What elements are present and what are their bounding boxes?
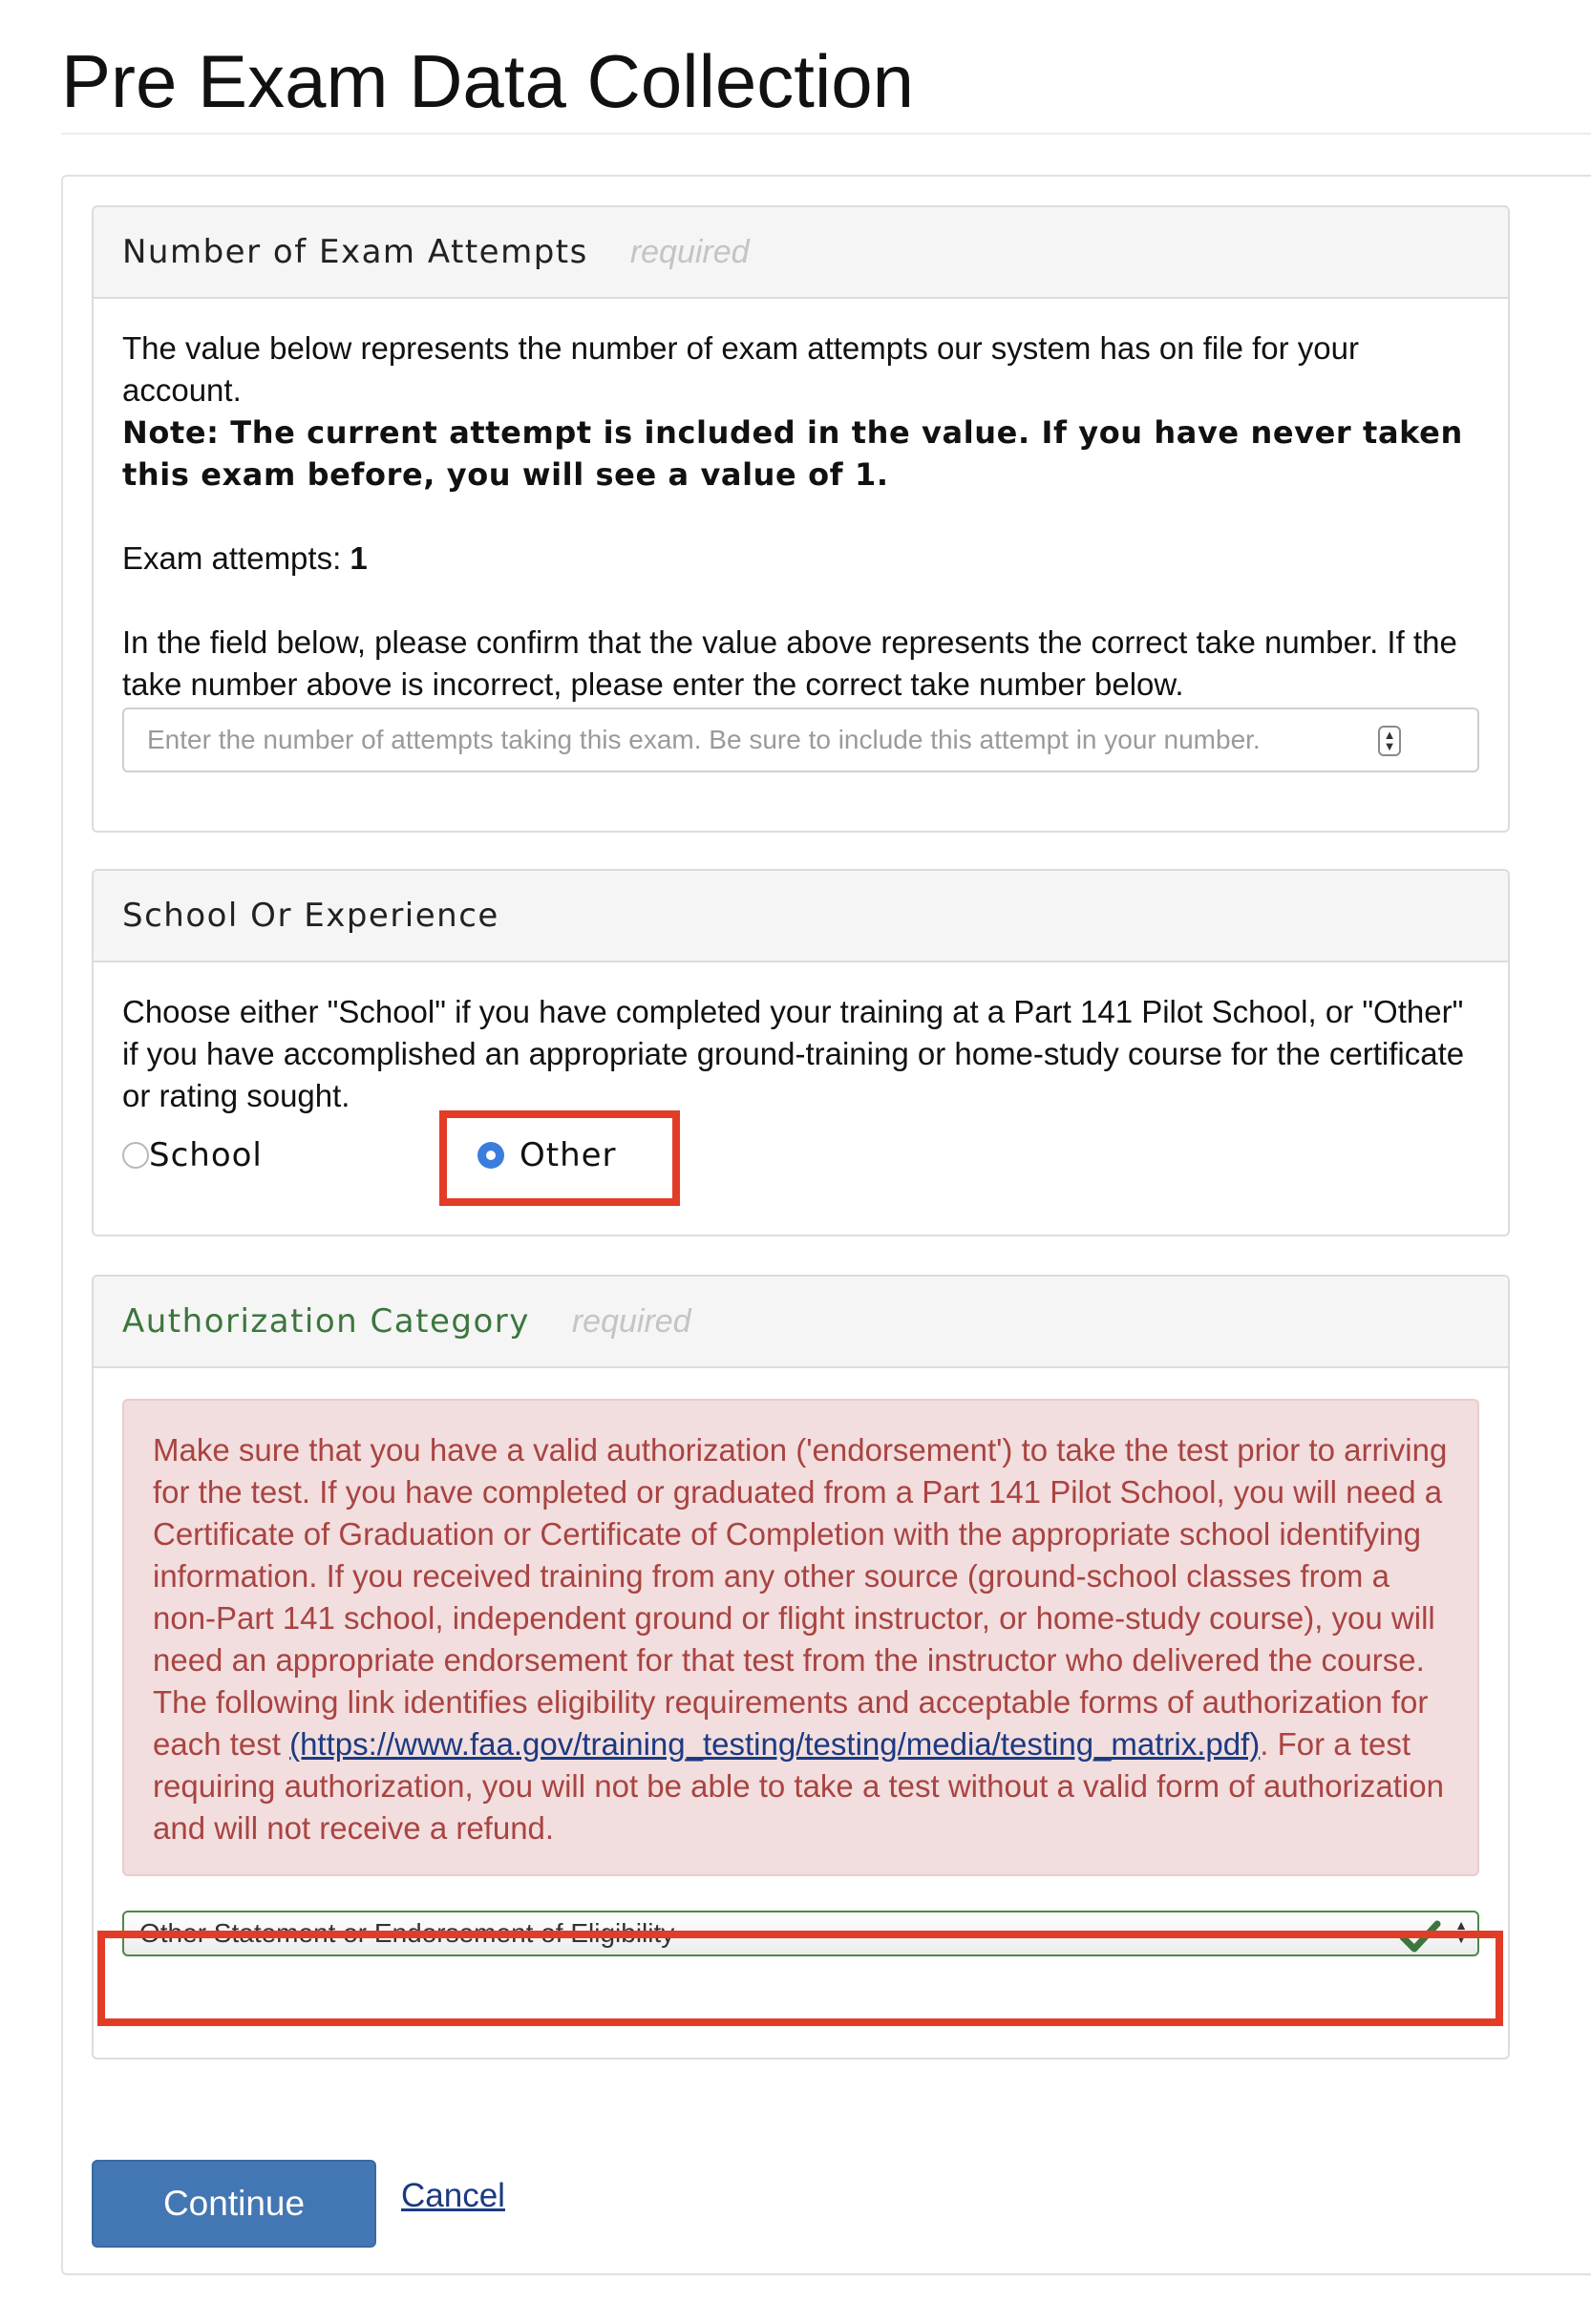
school-experience-panel-body (94, 962, 1508, 1194)
other-radio-label: Other (520, 1136, 617, 1174)
authorization-selected-value: Other Statement or Endorsement of Eligibility (139, 1918, 675, 1948)
school-experience-panel (92, 869, 1510, 1236)
exam-attempts-panel-body (94, 299, 1508, 772)
number-spinner-icon[interactable]: ▲ ▼ (1378, 726, 1401, 756)
authorization-warning-alert (122, 1399, 1479, 1876)
cancel-link[interactable]: Cancel (401, 2177, 505, 2214)
page-title: Pre Exam Data Collection (61, 39, 915, 123)
select-arrows-icon: ▲ ▼ (1454, 1917, 1468, 1946)
alert-text: Make sure that you have a valid authorization ('endorsement') to take the test prior to arriving for the test. If you have completed or graduated from a Part 141 Pilot School, you will need a Certificate of Graduation or Certificate of Completion with the appropriate school identifying information. If you received training from any other source (ground-school classes from a non-Part 141 school, independent ground or flight instructor, or home-study course), you will need an appropriate endorsement for that test from the instructor who delivered the course. The following link identifies eligibility requirements and acceptable forms of authorization for each test (153, 1432, 1448, 1762)
other-option-highlight (439, 1110, 680, 1206)
authorization-panel-heading (94, 1277, 1508, 1368)
exam-attempts-panel-heading (94, 207, 1508, 299)
school-experience-description: Choose either "School" if you have completed your training at a Part 141 Pilot School, or "Other" if you have accomplished an appropriate ground-training or home-study course for the certificate or rating sought. (122, 994, 1465, 1113)
attempts-note-text: Note: The current attempt is included in the value. If you have never taken this exam before, you will see a value of 1. (122, 414, 1463, 493)
continue-button[interactable]: Continue (92, 2160, 376, 2248)
school-radio-button[interactable] (122, 1142, 149, 1169)
testing-matrix-link[interactable]: (https://www.faa.gov/training_testing/testing/media/testing_matrix.pdf) (289, 1726, 1261, 1762)
radio-option-school[interactable] (122, 1134, 263, 1176)
attempts-count-label: Exam attempts: (122, 540, 342, 576)
attempts-input-placeholder: Enter the number of attempts taking this exam. Be sure to include this attempt in your number. (147, 725, 1261, 754)
authorization-select-highlight (97, 1931, 1503, 2026)
authorization-panel-body (94, 1368, 1508, 1956)
school-experience-panel-title: School Or Experience (122, 897, 499, 935)
authorization-panel-title: Authorization Category (122, 1302, 530, 1341)
title-divider (61, 133, 1591, 135)
exam-attempts-panel-title: Number of Exam Attempts (122, 233, 588, 271)
attempts-count-value: 1 (350, 540, 368, 576)
required-label: required (571, 1302, 691, 1340)
exam-attempts-panel (92, 205, 1510, 833)
school-radio-label: School (149, 1136, 263, 1174)
attempts-intro-text: The value below represents the number of exam attempts our system has on file for your account. (122, 330, 1359, 408)
attempts-count-line (122, 538, 1479, 580)
attempts-number-input[interactable] (122, 708, 1479, 772)
school-experience-panel-heading (94, 871, 1508, 962)
school-experience-radio-group (122, 1117, 1479, 1194)
alert-text-after: . For a test requiring authorization, you will not be able to take a test without a valid form of authorization and will not receive a refund. (153, 1726, 1444, 1846)
required-label: required (629, 233, 750, 270)
attempts-confirm-text: In the field below, please confirm that the value above represents the correct take number. If the take number above is incorrect, please enter the correct take number below. (122, 624, 1457, 702)
